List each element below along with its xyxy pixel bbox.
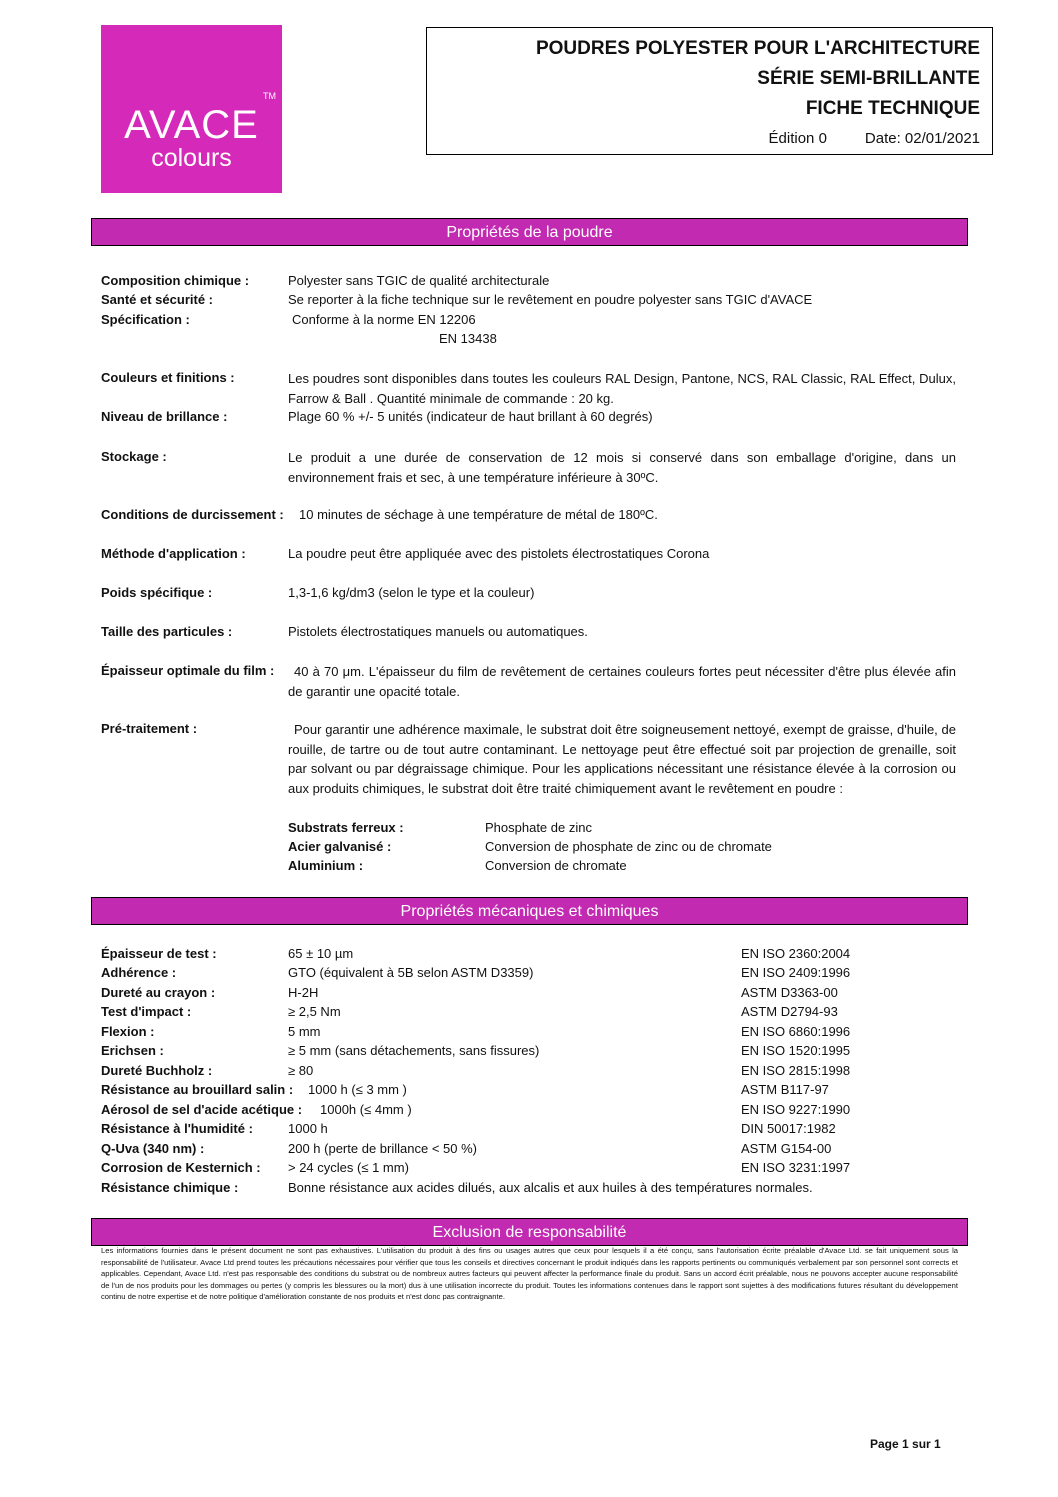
logo-trademark: TM	[263, 91, 276, 101]
title-line-3: FICHE TECHNIQUE	[805, 98, 980, 119]
mech-row-value: 1000h (≤ 4mm )	[320, 1102, 412, 1117]
title-line-2: SÉRIE SEMI-BRILLANTE	[757, 68, 980, 89]
acier-galvanise-value: Conversion de phosphate de zinc ou de chromate	[485, 839, 772, 854]
aluminium-value: Conversion de chromate	[485, 858, 627, 873]
mech-row-label: Épaisseur de test :	[101, 946, 217, 961]
substrat-ferreux-label: Substrats ferreux :	[288, 820, 404, 835]
disclaimer-text: Les informations fournies dans le présent document ne sont pas exhaustives. L'utilisation du produit à des fins ou usages autres que ceux pour lesquels il a été conçu, sans l'autorisation écrite préalable d'Avace Ltd. se fait uniquement sous la responsabilité de l'utilisateur. Avace Ltd prend toutes les précautions nécessaires pour vérifier que tous les conseils et directives concernant le produit indiqués dans les rapports pertinents ou communiqués verbalement par son personnel sont corrects et applicables. Cependant, Avace Ltd. n'est pas responsable des conditions du substrat ou de nombreux autres facteurs qui peuvent affecter la performance finale du produit. Sans un accord écrit préalable, nous ne pouvons accepter aucune responsabilité de l'un de nos produits pour les dommages ou pertes (y compris les blessures ou la mort) dus à une utilisation incorrecte du produit. Toutes les informations contenues dans le rapport sont sujettes à des modifications futures résultant du développement continu de notre expertise et de notre politique d'amélioration constante de nos produits et n'est donc pas contraignante.	[101, 1246, 958, 1301]
mech-row-label: Dureté Buchholz :	[101, 1063, 213, 1078]
section-bar-powder-properties: Propriétés de la poudre	[91, 218, 968, 246]
brillance-value: Plage 60 % +/- 5 unités (indicateur de haut brillant à 60 degrés)	[288, 409, 653, 424]
substrat-ferreux-value: Phosphate de zinc	[485, 820, 592, 835]
mech-row-label: Flexion :	[101, 1024, 155, 1039]
page-number: Page 1 sur 1	[870, 1437, 941, 1451]
mech-row-label: Résistance chimique :	[101, 1180, 239, 1195]
stockage-value: Le produit a une durée de conservation de 12 mois si conservé dans son emballage d'origine, dans un environnement frais et sec, à une température inférieure à 30ºC.	[288, 450, 956, 485]
mech-row-standard: EN ISO 9227:1990	[741, 1102, 851, 1117]
avace-logo	[101, 25, 282, 193]
mech-row-label: Résistance à l'humidité :	[101, 1121, 253, 1136]
poids-value: 1,3-1,6 kg/dm3 (selon le type et la couleur)	[288, 585, 535, 600]
edition-label: Édition 0	[768, 130, 827, 147]
mech-row-standard: DIN 50017:1982	[741, 1121, 836, 1136]
mech-row-value: Bonne résistance aux acides dilués, aux alcalis et aux huiles à des températures normales.	[288, 1180, 813, 1195]
mech-row-value: ≥ 2,5 Nm	[288, 1004, 341, 1019]
logo-sub-text: colours	[151, 144, 232, 172]
document-title-box	[426, 27, 993, 155]
methode-label: Méthode d'application :	[101, 546, 246, 561]
mech-row-label: Aérosol de sel d'acide acétique :	[101, 1102, 303, 1117]
mech-row-standard: EN ISO 2360:2004	[741, 946, 851, 961]
mech-row-value: 5 mm	[288, 1024, 321, 1039]
mech-row-standard: EN ISO 3231:1997	[741, 1160, 851, 1175]
title-line-1: POUDRES POLYESTER POUR L'ARCHITECTURE	[535, 38, 980, 59]
sante-value: Se reporter à la fiche technique sur le revêtement en poudre polyester sans TGIC d'AVACE	[288, 292, 813, 307]
methode-value: La poudre peut être appliquée avec des pistolets électrostatiques Corona	[288, 546, 710, 561]
mech-row-value: H-2H	[288, 985, 319, 1000]
durcissement-label: Conditions de durcissement :	[101, 507, 284, 522]
epaisseur-label: Épaisseur optimale du film :	[101, 663, 275, 678]
mech-row-standard: EN ISO 2409:1996	[741, 965, 851, 980]
spec-value-2: EN 13438	[439, 331, 497, 346]
mech-row-value: 1000 h (≤ 3 mm )	[308, 1082, 407, 1097]
mech-row-label: Résistance au brouillard salin :	[101, 1082, 294, 1097]
couleurs-value: Les poudres sont disponibles dans toutes les couleurs RAL Design, Pantone, NCS, RAL Classic, RAL Effect, Dulux, Farrow & Ball . Quantité minimale de commande : 20 kg.	[288, 371, 956, 406]
mech-row-label: Dureté au crayon :	[101, 985, 216, 1000]
aluminium-label: Aluminium :	[288, 858, 364, 873]
mech-row-label: Erichsen :	[101, 1043, 164, 1058]
pretraitement-label: Pré-traitement :	[101, 721, 198, 736]
mech-row-label: Corrosion de Kesternich :	[101, 1160, 261, 1175]
stockage-label: Stockage :	[101, 449, 167, 464]
pretraitement-value: Pour garantir une adhérence maximale, le substrat doit être soigneusement nettoyé, exempt de graisse, d'huile, de rouille, de tartre ou de tout autre contaminant. Le nettoyage peut être effectué soit par projection de grenaille, soit par solvant ou par dégraissage chimique. Pour les applications nécessitant une résistance élevée à la corrosion ou aux produits chimiques, le substrat doit être traité chimiquement avant le revêtement en poudre :	[288, 722, 956, 796]
mech-row-value: > 24 cycles (≤ 1 mm)	[288, 1160, 409, 1175]
mech-row-value: 200 h (perte de brillance < 50 %)	[288, 1141, 477, 1156]
mech-row-standard: EN ISO 1520:1995	[741, 1043, 851, 1058]
epaisseur-value: 40 à 70 μm. L'épaisseur du film de revêtement de certaines couleurs fortes peut nécessiter d'être plus élevée afin de garantir une opacité totale.	[288, 664, 956, 699]
mech-row-standard: ASTM D3363-00	[741, 985, 838, 1000]
spec-value-1: Conforme à la norme EN 12206	[292, 312, 476, 327]
composition-value: Polyester sans TGIC de qualité architecturale	[288, 273, 550, 288]
mech-row-standard: ASTM G154-00	[741, 1141, 832, 1156]
durcissement-value: 10 minutes de séchage à une température de métal de 180ºC.	[299, 507, 658, 522]
date-label: Date: 02/01/2021	[864, 130, 980, 147]
mech-row-label: Test d'impact :	[101, 1004, 192, 1019]
mech-row-value: 1000 h	[288, 1121, 328, 1136]
logo-brand-text: AVACE	[124, 103, 259, 147]
taille-label: Taille des particules :	[101, 624, 233, 639]
section-bar-disclaimer: Exclusion de responsabilité	[91, 1218, 968, 1246]
poids-label: Poids spécifique :	[101, 585, 213, 600]
mech-row-value: ≥ 5 mm (sans détachements, sans fissures)	[288, 1043, 540, 1058]
composition-label: Composition chimique :	[101, 273, 250, 288]
taille-value: Pistolets électrostatiques manuels ou automatiques.	[288, 624, 588, 639]
sante-label: Santé et sécurité :	[101, 292, 213, 307]
mech-row-value: ≥ 80	[288, 1063, 314, 1078]
acier-galvanise-label: Acier galvanisé :	[288, 839, 392, 854]
section-bar-mechanical-properties: Propriétés mécaniques et chimiques	[91, 897, 968, 925]
mech-row-value: 65 ± 10 µm	[288, 946, 354, 961]
brillance-label: Niveau de brillance :	[101, 409, 228, 424]
spec-label: Spécification :	[101, 312, 190, 327]
mech-row-standard: ASTM D2794-93	[741, 1004, 838, 1019]
edition-date-line	[769, 130, 980, 147]
mech-row-standard: EN ISO 2815:1998	[741, 1063, 851, 1078]
couleurs-label: Couleurs et finitions :	[101, 370, 235, 385]
mech-row-standard: ASTM B117-97	[741, 1082, 829, 1097]
mech-row-value: GTO (équivalent à 5B selon ASTM D3359)	[288, 965, 534, 980]
mech-row-label: Q-Uva (340 nm) :	[101, 1141, 205, 1156]
mech-row-label: Adhérence :	[101, 965, 177, 980]
mech-row-standard: EN ISO 6860:1996	[741, 1024, 851, 1039]
